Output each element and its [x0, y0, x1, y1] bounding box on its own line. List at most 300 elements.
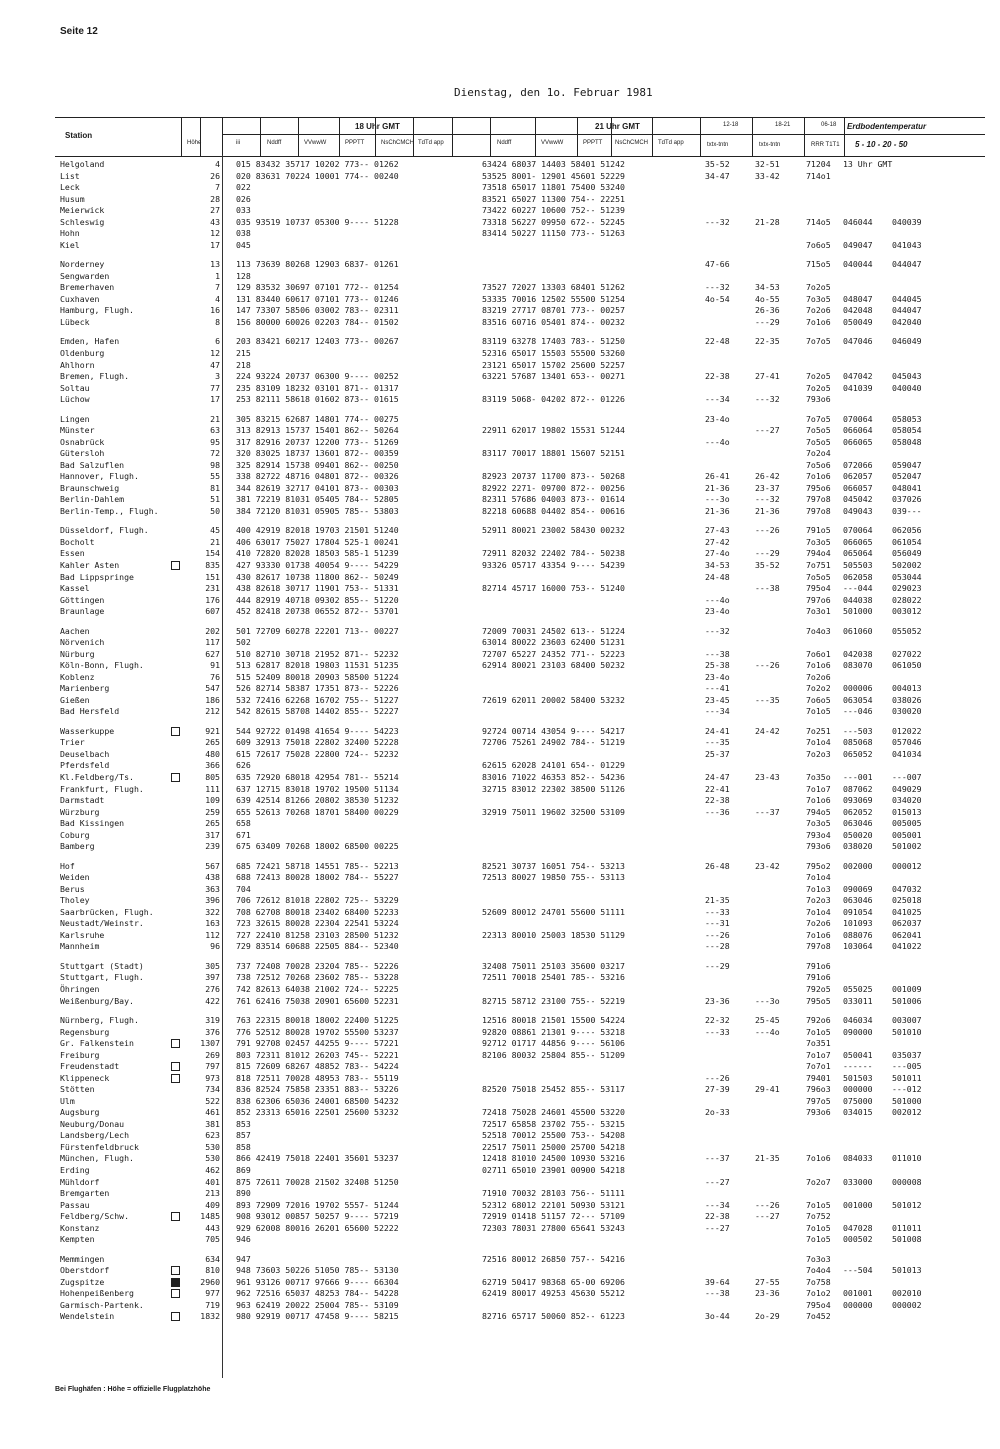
temp-col2: 32-51 [755, 159, 780, 169]
temp-col3: 797o8 [806, 494, 831, 505]
ground-temp-2: 000012 [892, 860, 922, 871]
temp-col1: 26-41 [705, 471, 730, 482]
station-name: Coburg [60, 829, 90, 840]
temp-col3: 7o3o3 [806, 1253, 831, 1264]
temp-col1: ---4o [705, 436, 730, 447]
station-height: 376 [205, 1026, 220, 1037]
obs-21: 82716 65717 50060 852-- 61223 [482, 1311, 625, 1322]
temp-col3: 7o1o5 [806, 1026, 831, 1037]
table-row [0, 413, 1000, 425]
ground-temp-1: 501503 [843, 1072, 873, 1083]
ground-temp-1: 103064 [843, 941, 873, 952]
ground-temp-2: 045043 [892, 371, 922, 381]
obs-18: 305 83215 62687 14801 774-- 00275 [236, 413, 399, 424]
table-row [0, 983, 1000, 995]
station-name: Bad Salzuflen [60, 459, 125, 470]
obs-21: 72516 80012 26850 757-- 54216 [482, 1253, 625, 1264]
ground-temp-1: 063046 [843, 818, 873, 829]
temp-col3: 7o5o5 [806, 436, 831, 447]
station-name: Husum [60, 193, 85, 204]
station-name: Schleswig [60, 216, 105, 227]
station-name: Mühldorf [60, 1176, 100, 1187]
col-pppt-18: PPPTT [345, 140, 365, 146]
ground-temp-1: 050049 [843, 316, 873, 327]
temp-col1: 24-48 [705, 571, 730, 582]
obs-21: 71910 70032 28103 756-- 51111 [482, 1188, 625, 1198]
obs-18: 727 22410 81258 23103 28500 51232 [236, 929, 399, 940]
station-height: 13 [210, 259, 220, 270]
obs-18: 929 62008 80016 26201 65600 52222 [236, 1222, 399, 1233]
table-row [0, 682, 1000, 694]
station-name: Gr. Falkenstein [60, 1038, 134, 1049]
obs-21: 72303 78031 27800 65641 53243 [482, 1222, 625, 1233]
table-row [0, 493, 1000, 505]
ground-temp-1: 091054 [843, 906, 873, 917]
station-height: 51 [210, 494, 220, 505]
temp-col1: ---31 [705, 918, 730, 929]
temp-col1: 3o-44 [705, 1311, 730, 1322]
temp-col3: 7o7o1 [806, 1061, 831, 1072]
temp-col1: 22-38 [705, 795, 730, 805]
station-height: 112 [205, 929, 220, 940]
obs-18: 313 82913 15737 15401 862-- 50264 [236, 425, 399, 436]
station-name: Passau [60, 1199, 90, 1210]
table-row [0, 840, 1000, 852]
mountain-station-marker [171, 1212, 180, 1221]
ground-temp-1: 088076 [843, 929, 873, 940]
ground-temp-2: 035037 [892, 1049, 922, 1060]
ground-temp-2: 056049 [892, 548, 922, 559]
station-name: Lüchow [60, 394, 90, 405]
station-height: 21 [210, 413, 220, 424]
obs-18: 325 82914 15738 09401 862-- 00250 [236, 459, 399, 470]
temp-col3: 7o1o7 [806, 783, 831, 794]
temp-col1: ---4o [705, 594, 730, 605]
obs-18: 962 72516 65037 48253 784-- 54228 [236, 1288, 399, 1299]
table-row [0, 559, 1000, 571]
temp-col2: ---35 [755, 694, 780, 705]
temp-col3: 7o4o3 [806, 625, 831, 636]
obs-21: 82715 58712 23100 755-- 52219 [482, 995, 625, 1006]
table-row [0, 536, 1000, 548]
temp-col3: 714o5 [806, 216, 831, 227]
temp-col2: 23-43 [755, 772, 780, 782]
station-height: 43 [210, 216, 220, 227]
temp-col3: 791o5 [806, 525, 831, 536]
temp-col1: 27-4o [705, 548, 730, 559]
temp-col1: ---41 [705, 683, 730, 694]
table-row [0, 929, 1000, 941]
station-name: Hof [60, 860, 75, 871]
temp-col2: 4o-55 [755, 293, 780, 304]
station-height: 186 [205, 694, 220, 705]
station-height: 1307 [200, 1038, 220, 1049]
temp-col3: 7o1o5 [806, 1222, 831, 1233]
station-name: Garmisch-Partenk. [60, 1299, 144, 1310]
ground-temp-2: 052047 [892, 471, 922, 482]
obs-21: 12418 81010 24500 10930 53216 [482, 1153, 625, 1164]
station-height: 401 [205, 1176, 220, 1187]
temp-col3: 7o758 [806, 1276, 831, 1287]
obs-21: 82714 45717 16000 753-- 51240 [482, 583, 625, 593]
table-row [0, 436, 1000, 448]
ground-temp-1: 045042 [843, 494, 873, 505]
mountain-station-marker [171, 1039, 180, 1048]
obs-21: 82106 80032 25804 855-- 51209 [482, 1049, 625, 1060]
ground-temp-2: 062041 [892, 929, 922, 940]
obs-21: 83219 27717 08701 773-- 00257 [482, 305, 625, 316]
ground-temp-1: 002000 [843, 860, 873, 871]
station-height: 530 [205, 1153, 220, 1164]
station-height: 45 [210, 525, 220, 536]
table-row [0, 393, 1000, 405]
temp-col1: ---27 [705, 1222, 730, 1233]
mountain-station-marker [171, 561, 180, 570]
table-row [0, 940, 1000, 952]
temp-col3: 7o1o6 [806, 929, 831, 940]
obs-18: 381 72219 81031 05405 784-- 52805 [236, 494, 399, 505]
obs-18: 708 62708 80018 23402 68400 52233 [236, 906, 399, 917]
temp-col1: ---38 [705, 648, 730, 659]
ground-temp-1: 070064 [843, 413, 873, 424]
obs-18: 858 [236, 1141, 251, 1152]
ground-temp-2: 501012 [892, 1199, 922, 1210]
obs-18: 706 72612 81018 22802 725-- 53229 [236, 895, 399, 906]
ground-temp-2: 012022 [892, 725, 922, 736]
height-header: Höhe [187, 140, 202, 146]
temp-col1: ---34 [705, 394, 730, 405]
obs-18: 852 23313 65016 22501 25600 53232 [236, 1107, 399, 1118]
table-row [0, 335, 1000, 347]
obs-21: 22911 62017 19802 15531 51244 [482, 425, 625, 436]
station-height: 547 [205, 683, 220, 694]
temp-col1: 23-36 [705, 995, 730, 1006]
station-name: Oberstdorf [60, 1265, 110, 1276]
mountain-station-marker [171, 1312, 180, 1321]
obs-21: 63014 80022 23603 62400 51231 [482, 637, 625, 648]
obs-21: 83516 60716 05401 874-- 00232 [482, 316, 625, 327]
ground-temp-1: 072066 [843, 459, 873, 470]
table-row [0, 736, 1000, 748]
footnote: Bei Flughäfen : Höhe = offizielle Flugplatzhöhe [55, 1386, 211, 1393]
temp-col3: 7o1o6 [806, 660, 831, 671]
table-row [0, 1222, 1000, 1234]
table-row [0, 636, 1000, 648]
temp-col3: 7o751 [806, 560, 831, 570]
station-height: 627 [205, 648, 220, 659]
station-height: 363 [205, 883, 220, 894]
obs-18: 444 82919 40718 09302 855-- 51220 [236, 594, 399, 605]
table-row [0, 1210, 1000, 1222]
mountain-station-marker [171, 773, 180, 782]
temp-col3: 7o6o5 [806, 694, 831, 705]
station-name: Öhringen [60, 984, 100, 994]
station-name: Bremen, Flugh. [60, 371, 130, 381]
station-height: 319 [205, 1015, 220, 1025]
temp-col1: ---28 [705, 941, 730, 952]
station-name: Weiden [60, 872, 90, 883]
table-row [0, 1233, 1000, 1245]
table-row [0, 659, 1000, 671]
ground-temp-1: 101093 [843, 918, 873, 929]
ground-temp-1: 063046 [843, 895, 873, 906]
temp-col3: 795o2 [806, 860, 831, 871]
station-name: Düsseldorf, Flugh. [60, 525, 149, 536]
temp-col3: 7o2o5 [806, 371, 831, 381]
table-row [0, 971, 1000, 983]
obs-18: 203 83421 60217 12403 773-- 00267 [236, 336, 399, 347]
station-name: Gütersloh [60, 448, 105, 459]
temp-col3: 7o7o5 [806, 413, 831, 424]
station-height: 95 [210, 436, 220, 447]
obs-21: 82922 2271- 09700 872-- 00256 [482, 482, 625, 493]
station-name: Soltau [60, 382, 90, 393]
table-row [0, 894, 1000, 906]
obs-18: 410 72820 82028 18503 585-1 51239 [236, 548, 399, 559]
ground-temp-2: 048041 [892, 482, 922, 493]
obs-18: 544 92722 01498 41654 9---- 54223 [236, 725, 399, 736]
temp-col1: ---37 [705, 1153, 730, 1164]
table-row [0, 705, 1000, 717]
station-height: 213 [205, 1188, 220, 1198]
temp-col1: 22-38 [705, 1211, 730, 1221]
table-row [0, 748, 1000, 760]
station-name: Berlin-Temp., Flugh. [60, 505, 159, 516]
temp-col1: 34-47 [705, 170, 730, 181]
station-height: 6 [215, 336, 220, 347]
temp-col3: 7o2o6 [806, 305, 831, 316]
temp-col1: 22-32 [705, 1015, 730, 1025]
station-height: 17 [210, 239, 220, 250]
temp-col3: 794o4 [806, 548, 831, 559]
station-name: Helgoland [60, 159, 105, 169]
temp-col3: 7o6o1 [806, 648, 831, 659]
station-name: Frankfurt, Flugh. [60, 783, 144, 794]
ground-temp-1: 000000 [843, 1084, 873, 1095]
obs-18: 704 [236, 883, 251, 894]
obs-18: 129 83532 30697 07101 772-- 01254 [236, 282, 399, 293]
ground-temp-1: 061060 [843, 625, 873, 636]
table-row [0, 1060, 1000, 1072]
table-row [0, 694, 1000, 706]
ground-temp-2: 501010 [892, 1026, 922, 1037]
temp-col2: 34-53 [755, 282, 780, 293]
temp-col3: 7o2o6 [806, 918, 831, 929]
station-height: 1485 [200, 1211, 220, 1221]
temp-col1: ---32 [705, 625, 730, 636]
station-name: Osnabrück [60, 436, 105, 447]
station-name: Kiel [60, 239, 80, 250]
temp-col3: 794o5 [806, 806, 831, 817]
temp-col2: ---37 [755, 806, 780, 817]
obs-21: 72707 65227 24352 771-- 52223 [482, 648, 625, 659]
table-row [0, 316, 1000, 328]
obs-18: 857 [236, 1130, 251, 1141]
obs-18: 045 [236, 239, 251, 250]
obs-21: 52518 70012 25500 753-- 54208 [482, 1130, 625, 1141]
ground-temp-2: 002010 [892, 1288, 922, 1299]
ground-temp-2: 501011 [892, 1072, 922, 1083]
temp-col1: 23-4o [705, 671, 730, 682]
obs-18: 655 52613 70268 18701 58400 00229 [236, 806, 399, 817]
ground-temp-2: 025018 [892, 895, 922, 906]
station-name: Darmstadt [60, 795, 105, 805]
table-row [0, 1083, 1000, 1095]
station-name: Feldberg/Schw. [60, 1211, 130, 1221]
station-height: 4 [215, 159, 220, 169]
table-row [0, 1276, 1000, 1288]
station-height: 151 [205, 571, 220, 582]
temp-col3: 7o4o4 [806, 1265, 831, 1276]
station-height: 111 [205, 783, 220, 794]
ground-temp-1: 066065 [843, 536, 873, 547]
station-height: 63 [210, 425, 220, 436]
station-height: 212 [205, 706, 220, 717]
table-row [0, 582, 1000, 594]
obs-18: 430 82617 10738 11800 862-- 50249 [236, 571, 399, 582]
ground-temp-1: 050041 [843, 1049, 873, 1060]
station-name: Pferdsfeld [60, 760, 110, 771]
temp-col3: 7o752 [806, 1211, 831, 1221]
table-row [0, 1037, 1000, 1049]
station-height: 47 [210, 359, 220, 370]
station-name: Stuttgart (Stadt) [60, 960, 144, 971]
ground-temp-1: 090000 [843, 1026, 873, 1037]
obs-18: 791 92708 02457 44255 9---- 57221 [236, 1038, 399, 1049]
station-name: Gießen [60, 694, 90, 705]
temp-col1: 39-64 [705, 1276, 730, 1287]
temp-col3: 791o6 [806, 972, 831, 983]
temp-col1: 21-35 [705, 895, 730, 906]
obs-18: 022 [236, 182, 251, 193]
station-height: 3 [215, 371, 220, 381]
ground-temp-2: 028022 [892, 594, 922, 605]
obs-18: 869 [236, 1164, 251, 1175]
station-height: 26 [210, 170, 220, 181]
temp-col3: 796o3 [806, 1084, 831, 1095]
temp-col3: 7o5o5 [806, 425, 831, 436]
ground-temp-2: 061050 [892, 660, 922, 671]
station-header: Station [65, 131, 93, 140]
obs-18: 427 93330 01738 40054 9---- 54229 [236, 560, 399, 570]
temp-col1: 2o-33 [705, 1107, 730, 1118]
temp-col1: ---36 [705, 806, 730, 817]
temp-col2: ---26 [755, 525, 780, 536]
obs-18: 400 42919 82018 19703 21501 51240 [236, 525, 399, 536]
station-name: Hamburg, Flugh. [60, 305, 134, 316]
station-name: Sengwarden [60, 270, 110, 281]
station-height: 96 [210, 941, 220, 952]
temp-col2: 26-36 [755, 305, 780, 316]
table-row [0, 181, 1000, 193]
obs-18: 235 83109 18232 03101 871-- 01317 [236, 382, 399, 393]
temp-col3: 7o2o5 [806, 282, 831, 293]
obs-18: 908 93012 00857 50257 9---- 57219 [236, 1211, 399, 1221]
table-row [0, 1299, 1000, 1311]
obs-18: 515 52409 80018 20903 58500 51224 [236, 671, 399, 682]
station-height: 8 [215, 316, 220, 327]
ground-temp-2: 502002 [892, 560, 922, 570]
report-date: Dienstag, den 1o. Februar 1981 [454, 86, 653, 99]
temp-col1-sub: txtx-tntn [707, 142, 729, 148]
table-row [0, 671, 1000, 683]
station-height: 317 [205, 829, 220, 840]
ground-temp-1: 087062 [843, 783, 873, 794]
station-height: 72 [210, 448, 220, 459]
station-name: Berlin-Dahlem [60, 494, 125, 505]
obs-21: 83414 50227 11150 773-- 51263 [482, 228, 625, 239]
table-row [0, 995, 1000, 1007]
obs-21: 72619 62011 20002 58400 53232 [482, 694, 625, 705]
temp-col3: 7o1o6 [806, 795, 831, 805]
temp-col1: 23-45 [705, 694, 730, 705]
table-row [0, 1049, 1000, 1061]
obs-21: 63424 68037 14403 58401 51242 [482, 159, 625, 169]
ground-temp-2: 049029 [892, 783, 922, 794]
obs-21: 52316 65017 15503 55500 53260 [482, 347, 625, 358]
ground-temp-2: 040040 [892, 382, 922, 393]
col-vvww-21: VVwwW [541, 140, 564, 146]
station-name: Hohn [60, 228, 80, 239]
temp-col3: 7o7o5 [806, 336, 831, 347]
table-row [0, 447, 1000, 459]
station-height: 202 [205, 625, 220, 636]
obs-18: 501 72709 60278 22201 713-- 00227 [236, 625, 399, 636]
ground-temp-2: 034020 [892, 795, 922, 805]
ground-temp-1: 055025 [843, 984, 873, 994]
mountain-station-marker [171, 1266, 180, 1275]
temp-col3: 7o2o2 [806, 683, 831, 694]
table-row [0, 625, 1000, 637]
col-vvww-18: VVwwW [304, 140, 327, 146]
temp-col3: 7o1o4 [806, 872, 831, 883]
obs-21: 02711 65010 23901 00900 54218 [482, 1164, 625, 1175]
temp-col3: 795o5 [806, 995, 831, 1006]
table-row [0, 158, 1000, 170]
temp-col1: 22-41 [705, 783, 730, 794]
temp-col2: 23-36 [755, 1288, 780, 1299]
obs-21: 52312 68012 22101 50930 53121 [482, 1199, 625, 1210]
obs-21: 83016 71022 46353 852-- 54236 [482, 772, 625, 782]
station-height: 28 [210, 193, 220, 204]
ground-temp-2: 058053 [892, 413, 922, 424]
station-name: Kassel [60, 583, 90, 593]
ground-temp-depths: 5 - 10 - 20 - 50 [855, 140, 908, 149]
ground-temp-2: 003012 [892, 606, 922, 617]
obs-21: 53525 8001- 12901 45601 52229 [482, 170, 625, 181]
temp-col3: 7o1o4 [806, 737, 831, 748]
table-row [0, 347, 1000, 359]
obs-18: 637 12715 83018 19702 19500 51134 [236, 783, 399, 794]
temp-col3: 7o5o6 [806, 459, 831, 470]
table-row [0, 547, 1000, 559]
table-row [0, 725, 1000, 737]
temp-col2: 23-42 [755, 860, 780, 871]
ground-temp-2: 011010 [892, 1153, 922, 1164]
station-height: 607 [205, 606, 220, 617]
station-height: 567 [205, 860, 220, 871]
station-name: Hohenpeißenberg [60, 1288, 134, 1299]
ground-temp-1: 090069 [843, 883, 873, 894]
station-height: 50 [210, 505, 220, 516]
obs-18: 020 83631 70224 10001 774-- 00240 [236, 170, 399, 181]
station-name: Göttingen [60, 594, 105, 605]
obs-18: 685 72421 58718 14551 785-- 52213 [236, 860, 399, 871]
station-height: 16 [210, 305, 220, 316]
ground-temp-1: 001000 [843, 1199, 873, 1210]
obs-21: 72706 75261 24902 784-- 51219 [482, 737, 625, 748]
ground-temp-2: 040039 [892, 216, 922, 227]
